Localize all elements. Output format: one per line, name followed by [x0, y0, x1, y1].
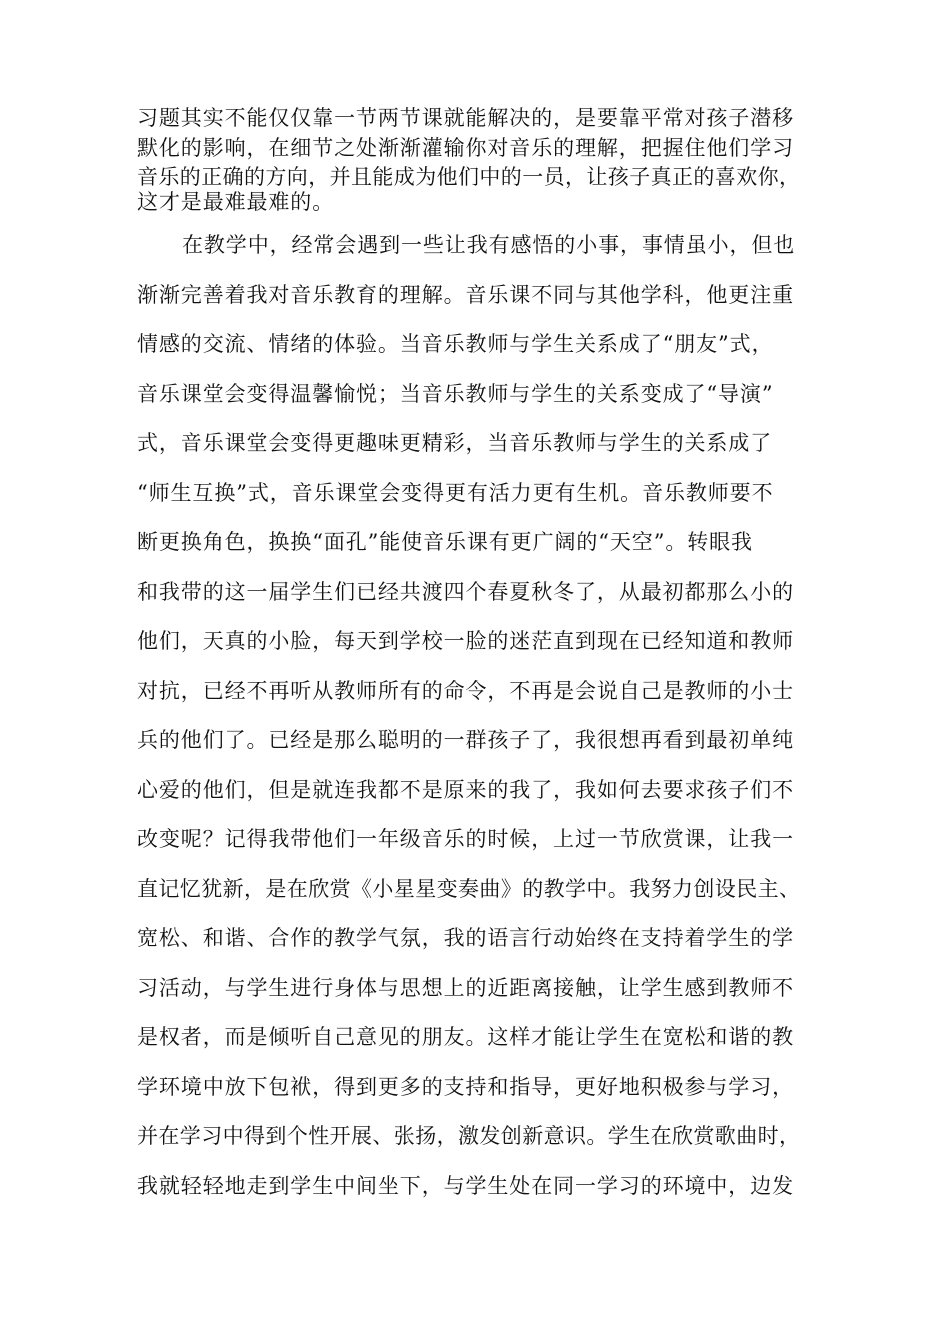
- text-line: 式，音乐课堂会变得更趣味更精彩，当音乐教师与学生的关系成了: [137, 431, 773, 455]
- text-line: 这才是最难最难的。: [137, 190, 335, 214]
- text-line: “师生互换”式，音乐课堂会变得更有活力更有生机。音乐教师要不: [137, 481, 774, 505]
- text-line: 兵的他们了。已经是那么聪明的一群孩子了，我很想再看到最初单纯: [137, 728, 794, 752]
- text-line: 习活动，与学生进行身体与思想上的近距离接触，让学生感到教师不: [137, 976, 794, 1000]
- text-line: 对抗，已经不再听从教师所有的命令，不再是会说自己是教师的小士: [137, 679, 794, 703]
- text-line: 我就轻轻地走到学生中间坐下，与学生处在同一学习的环境中，边发: [137, 1174, 794, 1198]
- text-line: 他们，天真的小脸，每天到学校一脸的迷茫直到现在已经知道和教师: [137, 629, 794, 653]
- text-line: 并在学习中得到个性开展、张扬，激发创新意识。学生在欣赏歌曲时，: [137, 1124, 801, 1148]
- text-line: 学环境中放下包袱，得到更多的支持和指导，更好地积极参与学习，: [137, 1075, 794, 1099]
- text-line: 宽松、和谐、合作的教学气氛，我的语言行动始终在支持着学生的学: [137, 926, 794, 950]
- text-line: 音乐的正确的方向，并且能成为他们中的一员，让孩子真正的喜欢你，: [137, 165, 801, 189]
- text-line: 在教学中，经常会遇到一些让我有感悟的小事，事情虽小，但也: [182, 233, 796, 257]
- text-line: 直记忆犹新，是在欣赏《小星星变奏曲》的教学中。我努力创设民主、: [137, 877, 801, 901]
- text-line: 断更换角色，换换“面孔”能使音乐课有更广阔的“天空”。转眼我: [137, 530, 753, 554]
- text-line: 习题其实不能仅仅靠一节两节课就能解决的，是要靠平常对孩子潜移: [137, 106, 794, 130]
- text-line: 默化的影响，在细节之处渐渐灌输你对音乐的理解，把握住他们学习: [137, 136, 794, 160]
- text-line: 是权者，而是倾听自己意见的朋友。这样才能让学生在宽松和谐的教: [137, 1025, 794, 1049]
- text-line: 情感的交流、情绪的体验。当音乐教师与学生关系成了“朋友”式，: [137, 332, 774, 356]
- text-line: 音乐课堂会变得温馨愉悦；当音乐教师与学生的关系变成了“导演”: [137, 382, 774, 406]
- text-line: 改变呢？记得我带他们一年级音乐的时候，上过一节欣赏课，让我一: [137, 827, 794, 851]
- text-line: 和我带的这一届学生们已经共渡四个春夏秋冬了，从最初都那么小的: [137, 580, 794, 604]
- text-line: 渐渐完善着我对音乐教育的理解。音乐课不同与其他学科，他更注重: [137, 283, 794, 307]
- text-line: 心爱的他们，但是就连我都不是原来的我了，我如何去要求孩子们不: [137, 778, 794, 802]
